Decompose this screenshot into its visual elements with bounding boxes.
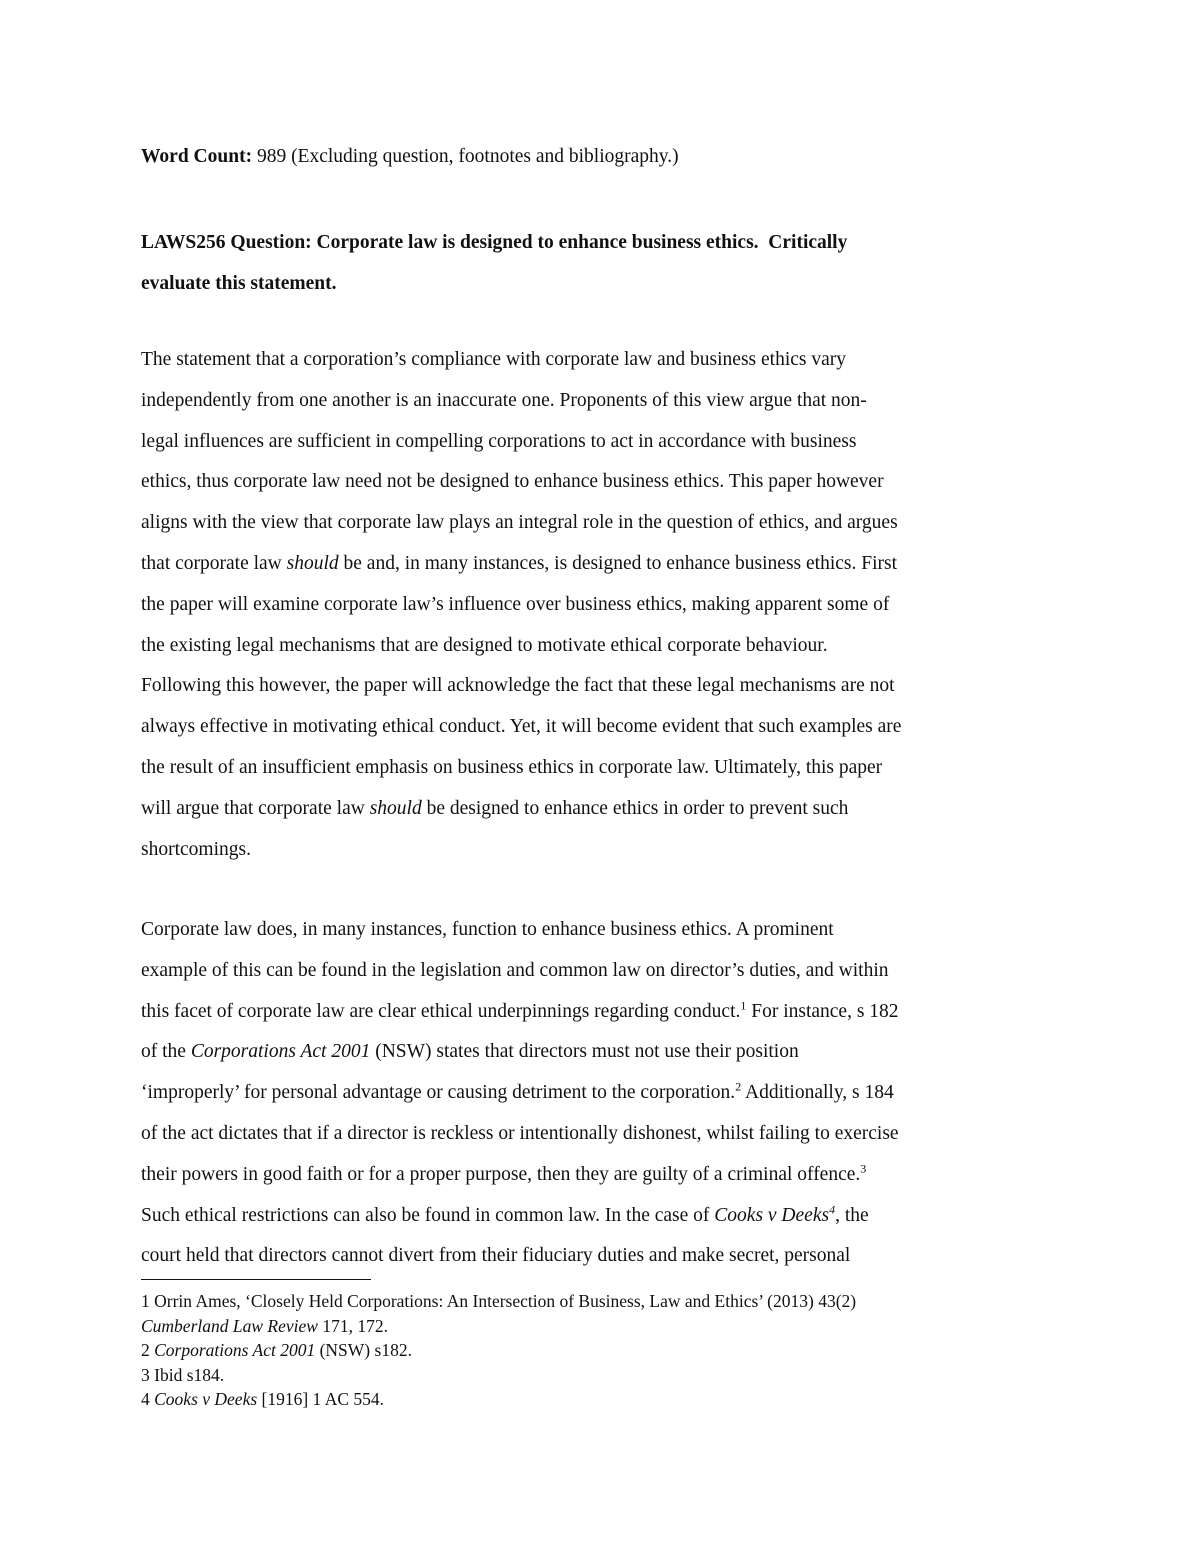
footnote-ref[interactable]: 3: [860, 1161, 867, 1176]
footnote-text: 171, 172.: [317, 1315, 388, 1336]
text-run: (NSW) states that directors must not use their position: [370, 1041, 799, 1063]
footnotes: [141, 1289, 1071, 1412]
footnote-number: 3: [141, 1364, 150, 1385]
para1-line: [141, 789, 1066, 830]
footnote-text: (NSW) s182.: [315, 1340, 412, 1361]
para1-line: [141, 544, 1066, 585]
text-run: be and, in many instances, is designed to enhance business ethics. First: [338, 552, 898, 574]
para2-line: court held that directors cannot divert from their fiduciary duties and make secret, personal: [141, 1245, 851, 1267]
question-line-2: evaluate this statement.: [141, 273, 337, 294]
act-title: Corporations Act 2001: [190, 1041, 371, 1063]
italic-emphasis: should: [369, 797, 422, 819]
text-run: ‘improperly’ for personal advantage or causing detriment to the corporation.: [141, 1082, 736, 1104]
footnote-text: [1916] 1 AC 554.: [257, 1389, 385, 1410]
para1-line: the existing legal mechanisms that are designed to motivate ethical corporate behaviour.: [141, 634, 828, 656]
para2-line: Corporate law does, in many instances, function to enhance business ethics. A prominent: [141, 919, 834, 940]
para2-line: [141, 1073, 1066, 1114]
text-run: that corporate law: [141, 552, 287, 574]
word-count-value: 989 (Excluding question, footnotes and bibliography.): [256, 146, 679, 167]
text-run: Such ethical restrictions can also be found in common law. In the case of: [141, 1204, 715, 1226]
footnote-text: Ibid s184.: [149, 1364, 225, 1385]
footnote-number: 2: [141, 1340, 150, 1361]
para2-line: [141, 1196, 1066, 1237]
footnote-text: Orrin Ames, ‘Closely Held Corporations: An Intersection of Business, Law and Ethics’ (2013) 43(2): [149, 1291, 857, 1311]
footnote-number: 1: [141, 1291, 150, 1311]
footnote-1-cont: [141, 1314, 1071, 1339]
text-run: Additionally, s 184: [741, 1082, 894, 1104]
word-count-label: Word Count:: [141, 146, 253, 167]
journal-title: Cumberland Law Review: [141, 1315, 318, 1336]
footnote-separator: [141, 1279, 371, 1280]
para2-line: [141, 1155, 1066, 1196]
text-run: this facet of corporate law are clear ethical underpinnings regarding conduct.: [141, 1000, 741, 1022]
para2-line: [141, 992, 1066, 1033]
para2-line: [141, 1032, 1066, 1073]
footnote-number: 4: [141, 1389, 150, 1410]
para2-line: example of this can be found in the legislation and common law on director’s duties, and within: [141, 959, 889, 981]
case-name: Cooks v Deeks: [149, 1389, 258, 1410]
footnote-ref[interactable]: 2: [735, 1079, 742, 1094]
para2-line: of the act dictates that if a director is reckless or intentionally dishonest, whilst failing to exercise: [141, 1122, 899, 1144]
paragraph-introduction: [141, 340, 1066, 870]
footnote-3: [141, 1363, 1071, 1388]
para1-line: always effective in motivating ethical conduct. Yet, it will become evident that such examples are: [141, 716, 902, 738]
para1-line: the paper will examine corporate law’s influence over business ethics, making apparent some of: [141, 593, 890, 615]
footnote-ref[interactable]: 1: [740, 998, 747, 1013]
text-run: be designed to enhance ethics in order to prevent such: [421, 797, 849, 819]
footnote-2: [141, 1338, 1071, 1363]
case-name: Cooks v Deeks: [714, 1204, 830, 1226]
para1-line: legal influences are sufficient in compelling corporations to act in accordance with business: [141, 430, 857, 452]
footnote-4: [141, 1387, 1071, 1412]
text-run: of the: [141, 1041, 191, 1063]
text-run: For instance, s 182: [746, 1000, 899, 1022]
footnote-1: [141, 1289, 1071, 1314]
question-line-1: LAWS256 Question: Corporate law is designed to enhance business ethics. Critically: [141, 232, 848, 253]
para1-line: The statement that a corporation’s compliance with corporate law and business ethics vary: [141, 349, 847, 370]
para1-line: independently from one another is an inaccurate one. Proponents of this view argue that non-: [141, 389, 867, 411]
para1-line: the result of an insufficient emphasis on business ethics in corporate law. Ultimately, this paper: [141, 756, 883, 778]
para1-line: shortcomings.: [141, 838, 251, 860]
text-run: their powers in good faith or for a proper purpose, then they are guilty of a criminal offence.: [141, 1163, 861, 1185]
word-count-line: [141, 142, 1071, 172]
paragraph-directors-duties: [141, 910, 1066, 1277]
para1-line: aligns with the view that corporate law plays an integral role in the question of ethics, and argues: [141, 512, 898, 534]
para1-line: ethics, thus corporate law need not be designed to enhance business ethics. This paper however: [141, 471, 884, 493]
italic-emphasis: should: [286, 552, 339, 574]
essay-question: [141, 222, 1071, 304]
act-title: Corporations Act 2001: [149, 1340, 316, 1361]
text-run: , the: [835, 1204, 869, 1226]
text-run: will argue that corporate law: [141, 797, 370, 819]
footnote-ref[interactable]: 4: [829, 1202, 836, 1217]
para1-line: Following this however, the paper will acknowledge the fact that these legal mechanisms are not: [141, 675, 895, 697]
